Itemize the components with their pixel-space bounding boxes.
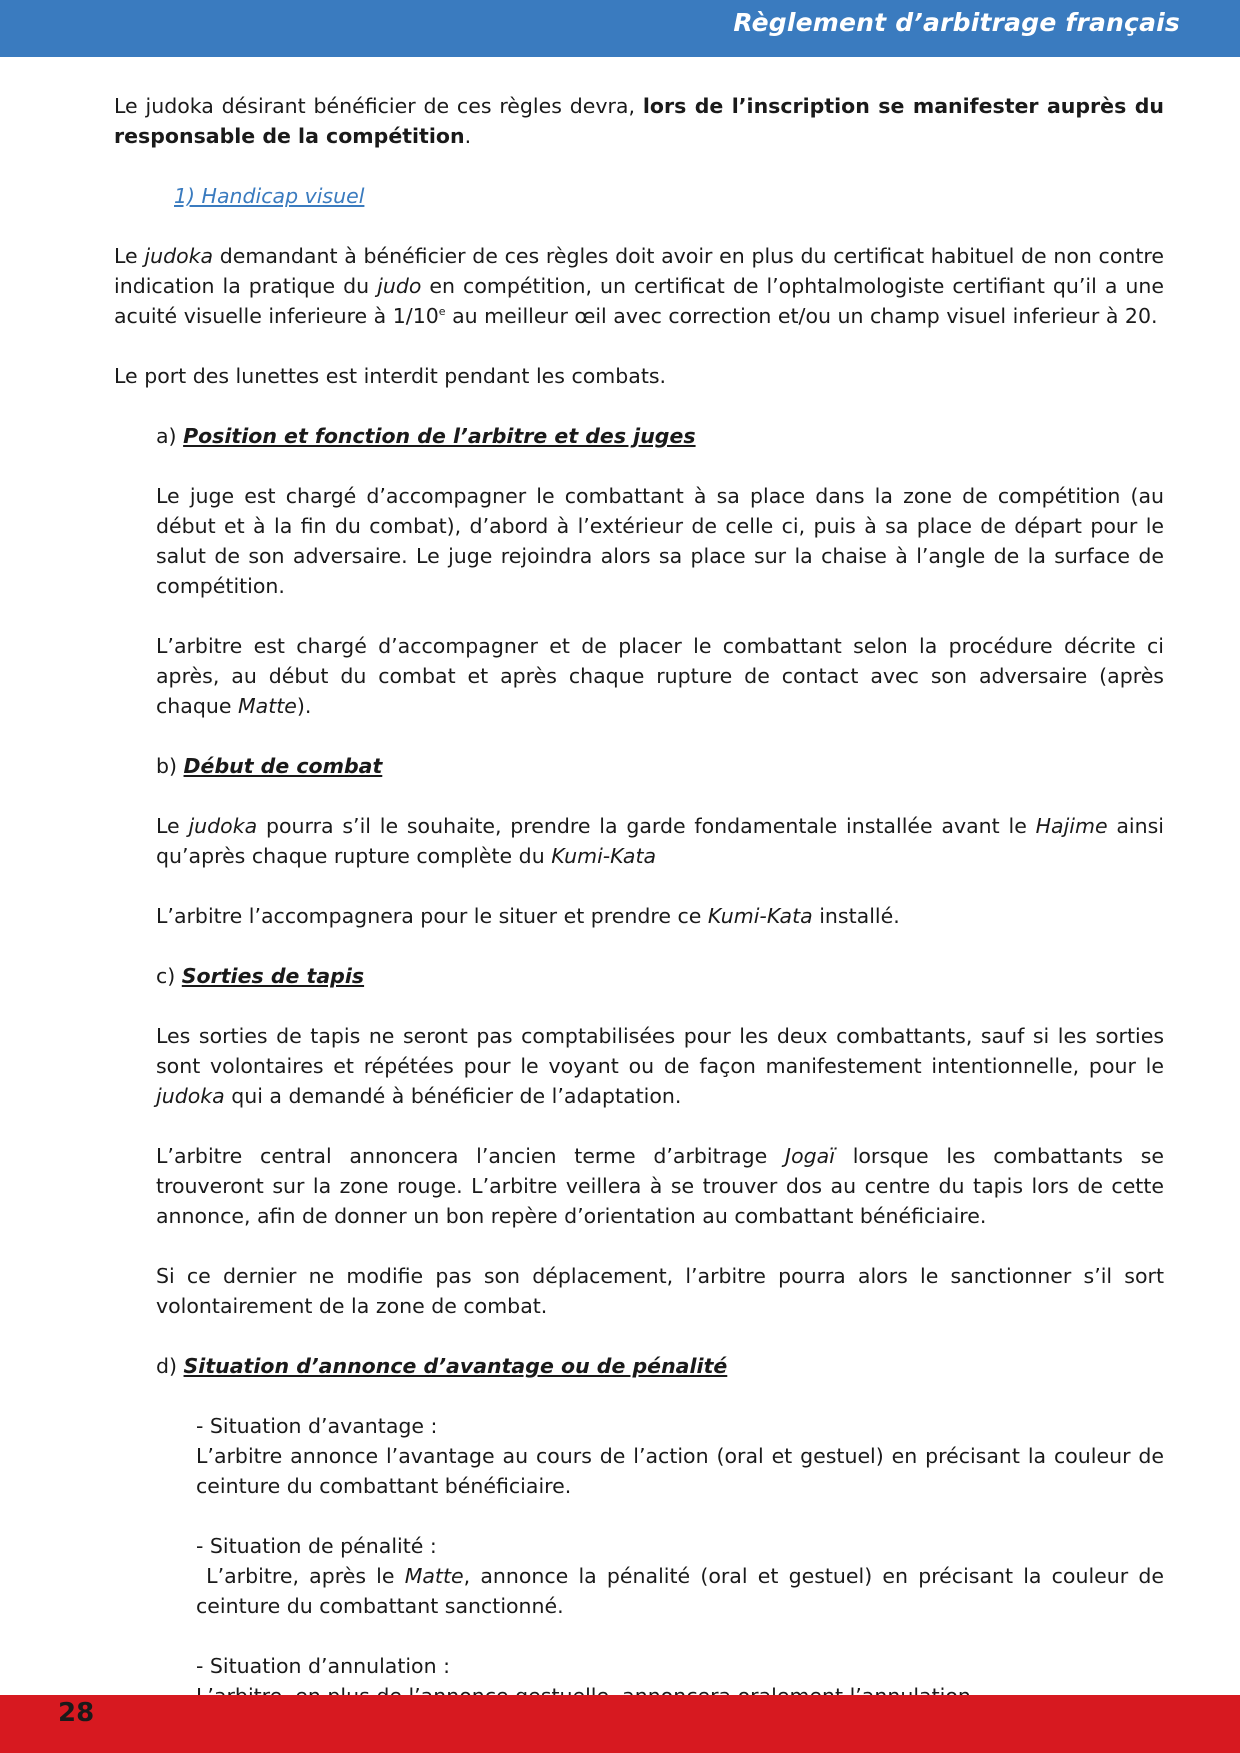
subsection-heading-a: a) Position et fonction de l’arbitre et des juges xyxy=(156,424,696,448)
paragraph-juge: Le juge est chargé d’accompagner le combattant à sa place dans la zone de compétition (au début et à la fin du combat), d’abord à l’extérieur de celle ci, puis à sa place de départ pour le salut de son adversaire. Le juge rejoindra alors sa place sur la chaise à l’angle de la surface de compétition. xyxy=(156,484,1164,598)
paragraph-sanction: Si ce dernier ne modifie pas son déplacement, l’arbitre pourra alors le sanctionner s’il sort volontairement de la zone de combat. xyxy=(156,1264,1164,1318)
annulation-label: - Situation d’annulation : xyxy=(196,1654,451,1678)
subsection-heading-c: c) Sorties de tapis xyxy=(156,964,365,988)
avantage-text: L’arbitre annonce l’avantage au cours de l’action (oral et gestuel) en précisant la couleur de ceinture du combattant bénéficiaire. xyxy=(196,1444,1164,1498)
section-heading-handicap-visuel: 1) Handicap visuel xyxy=(174,184,365,208)
avantage-label: - Situation d’avantage : xyxy=(196,1414,438,1438)
document-body xyxy=(114,91,1164,1711)
paragraph-arbitre-placement: L’arbitre est chargé d’accompagner et de placer le combattant selon la procédure décrite ci après, au début du combat et après chaque rupture de contact avec son adversaire (après chaque Matte). xyxy=(156,634,1164,718)
paragraph-certificat: Le judoka demandant à bénéficier de ces règles doit avoir en plus du certificat habituel de non contre indication la pratique du judo en compétition, un certificat de l’ophtalmologiste certifiant qu’il a une acuité visuelle inferieure à 1/10e au meilleur œil avec correction et/ou un champ visuel inferieur à 20. xyxy=(114,244,1164,328)
paragraph-lunettes: Le port des lunettes est interdit pendant les combats. xyxy=(114,364,667,388)
paragraph-jogai: L’arbitre central annoncera l’ancien terme d’arbitrage Jogaï lorsque les combattants se trouveront sur la zone rouge. L’arbitre veillera à se trouver dos au centre du tapis lors de cette annonce, afin de donner un bon repère d’orientation au combattant bénéficiaire. xyxy=(156,1144,1164,1228)
intro-paragraph: Le judoka désirant bénéficier de ces règles devra, lors de l’inscription se manifester auprès du responsable de la compétition. xyxy=(114,94,1164,148)
intro-bold: lors de l’inscription se manifester auprès du responsable de la compétition xyxy=(114,94,1164,148)
penalite-text: L’arbitre, après le Matte, annonce la pénalité (oral et gestuel) en précisant la couleur de ceinture du combattant sanctionné. xyxy=(196,1564,1165,1618)
paragraph-sorties: Les sorties de tapis ne seront pas comptabilisées pour les deux combattants, sauf si les sorties sont volontaires et répétées pour le voyant ou de façon manifestement intentionnelle, pour le judoka qui a demandé à bénéficier de l’adaptation. xyxy=(156,1024,1164,1108)
paragraph-kumi-kata: L’arbitre l’accompagnera pour le situer et prendre ce Kumi-Kata installé. xyxy=(156,904,900,928)
page-header-title: Règlement d’arbitrage français xyxy=(733,8,1180,37)
footer-bar xyxy=(0,1695,1240,1753)
page-number: 28 xyxy=(58,1698,95,1728)
subsection-heading-d: d) Situation d’annonce d’avantage ou de pénalité xyxy=(156,1354,728,1378)
subsection-heading-b: b) Début de combat xyxy=(156,754,383,778)
paragraph-garde: Le judoka pourra s’il le souhaite, prendre la garde fondamentale installée avant le Hajime ainsi qu’après chaque rupture complète du Kumi-Kata xyxy=(156,814,1164,868)
penalite-label: - Situation de pénalité : xyxy=(196,1534,437,1558)
